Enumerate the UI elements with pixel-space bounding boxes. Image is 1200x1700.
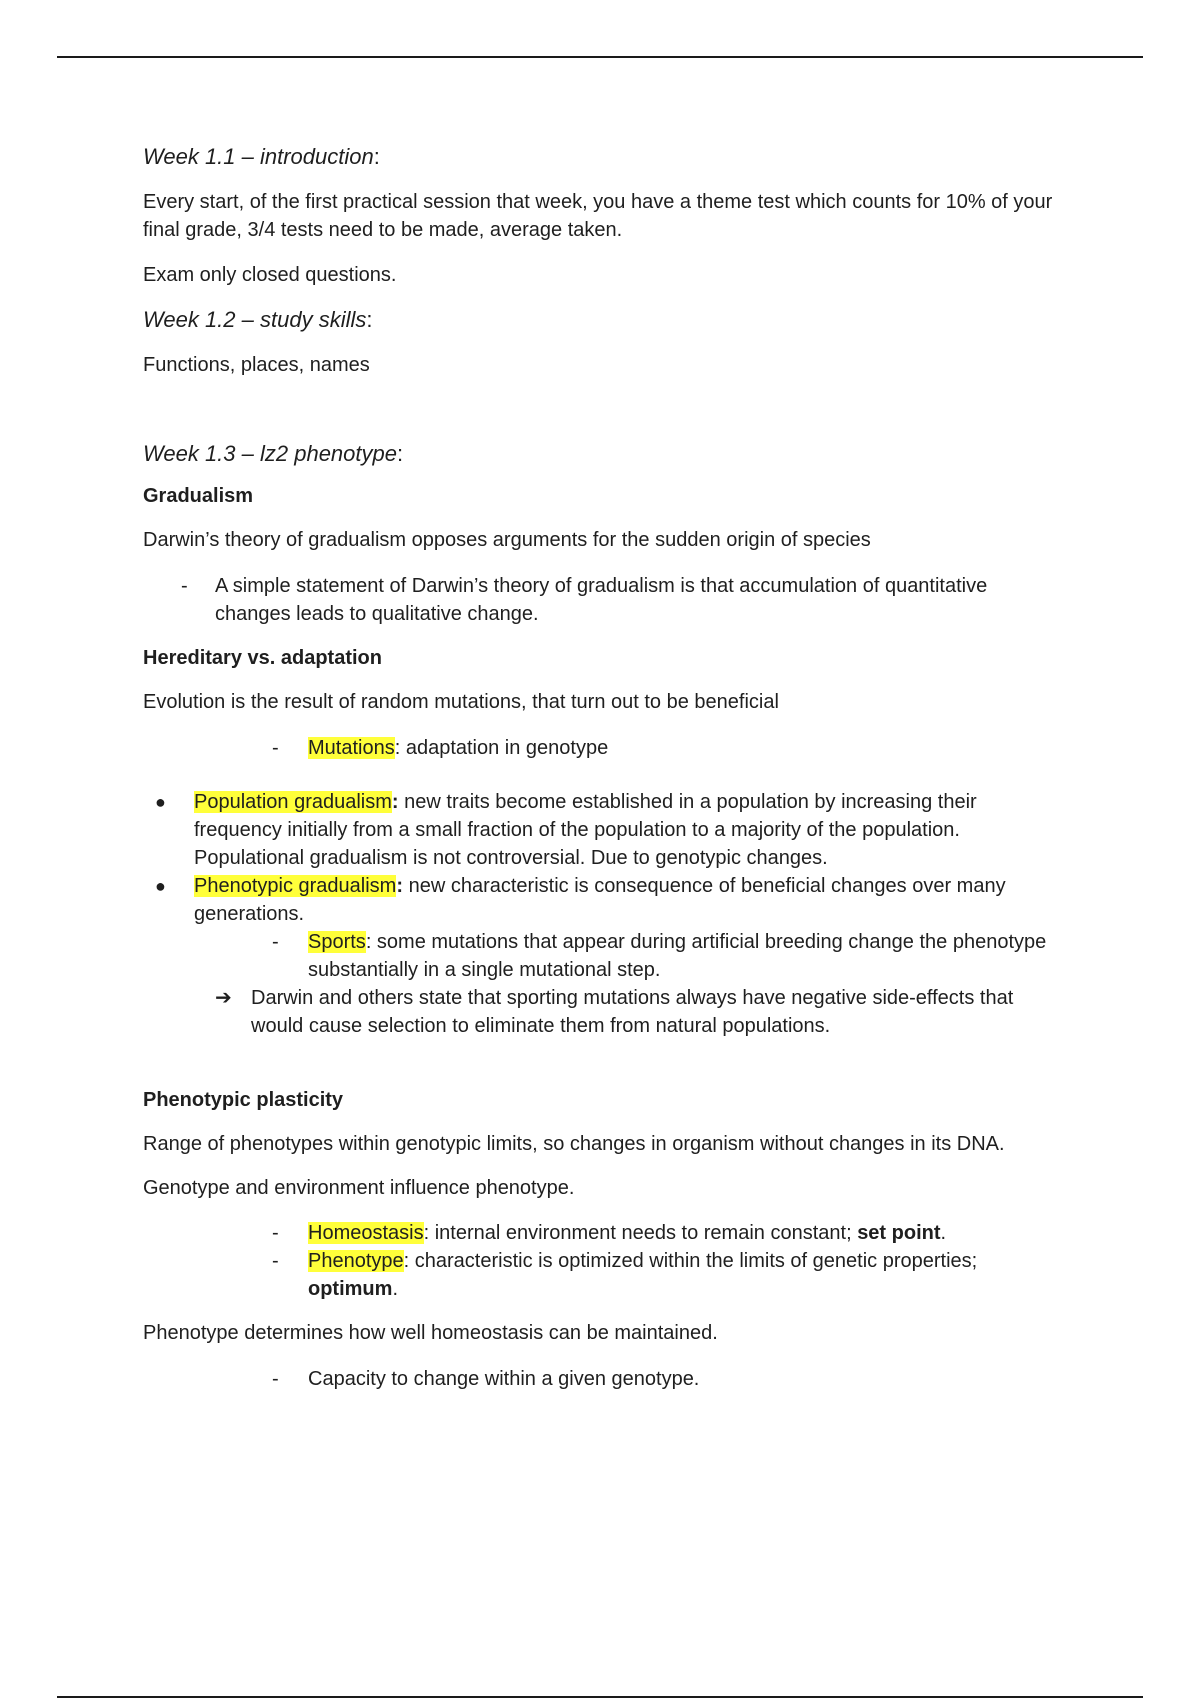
homeostasis-dash-item: - Homeostasis: internal environment needs to remain constant; set point. [143,1219,1068,1247]
bullet-marker: ● [155,876,166,896]
bullet-marker: ● [155,792,166,812]
capacity-dash-item [143,1365,1068,1393]
sports-dash-item [143,928,1068,984]
mutations-definition: : adaptation in genotype [394,737,609,759]
exam-paragraph: Exam only closed questions. [143,264,397,286]
top-rule [57,56,1143,58]
arrow-icon: ➔ [215,987,232,1009]
set-point-text: set point [857,1222,941,1244]
dash-marker: - [272,737,279,759]
capacity-text: Capacity to change within a given genotype. [308,1368,700,1390]
dash-marker: - [272,931,279,953]
bottom-rule [57,1696,1143,1698]
plasticity-paragraph-3: Phenotype determines how well homeostasis can be maintained. [143,1322,718,1344]
population-gradualism-bullet: ● Population gradualism: new traits become established in a population by increasing their frequency initially from a small fraction of the population to a majority of the population. Populational gradualism is not controversial. Due to genotypic changes. [143,788,1068,872]
arrow-item-text: Darwin and others state that sporting mutations always have negative side-effects that would cause selection to eliminate them from natural populations. [251,987,1014,1037]
phenotype-dash-item: - Phenotype: characteristic is optimized within the limits of genetic properties; optimum. [143,1247,1068,1303]
hereditary-paragraph: Evolution is the result of random mutations, that turn out to be beneficial [143,691,779,713]
week-1-1-title: Week 1.1 – introduction [143,144,374,169]
week-1-1-heading: Week 1.1 – introduction: [143,144,380,169]
plasticity-paragraph-1: Range of phenotypes within genotypic limits, so changes in organism without changes in its DNA. [143,1133,1005,1155]
mutations-term: Mutations [308,737,395,759]
gradualism-heading: Gradualism [143,485,254,507]
plasticity-heading: Phenotypic plasticity [143,1089,344,1111]
week-1-3-title: Week 1.3 – lz2 phenotype [143,441,397,466]
homeostasis-definition: : internal environment needs to remain constant; [423,1222,858,1244]
gradualism-dash-item [143,572,1068,628]
phenotype-term: Phenotype [308,1250,404,1272]
phenotypic-gradualism-definition: new characteristic is consequence of beneficial changes over many generations. [194,875,1006,925]
study-skills-paragraph: Functions, places, names [143,354,370,376]
population-gradualism-definition: new traits become established in a population by increasing their frequency initially from a small fraction of the population to a majority of the population. Populational gradualism is not controversial. Due to genotypic changes. [194,791,977,869]
week-1-2-title: Week 1.2 – study skills [143,307,367,332]
phenotype-definition: : characteristic is optimized within the limits of genetic properties; [403,1250,978,1272]
plasticity-paragraph-2: Genotype and environment influence phenotype. [143,1177,575,1199]
mutations-dash-item [143,734,1068,762]
dash-marker: - [272,1250,279,1272]
document-body [143,142,1068,1393]
phenotypic-gradualism-bullet: ● Phenotypic gradualism: new characteristic is consequence of beneficial changes over many generations. [143,872,1068,928]
week-1-2-heading: Week 1.2 – study skills: [143,307,373,332]
population-gradualism-term: Population gradualism [194,791,392,813]
week-1-3-heading: Week 1.3 – lz2 phenotype: [143,441,404,466]
homeostasis-term: Homeostasis [308,1222,424,1244]
sports-definition: : some mutations that appear during artificial breeding change the phenotype substantially in a single mutational step. [308,931,1047,981]
optimum-text: optimum [308,1278,393,1300]
phenotypic-gradualism-term: Phenotypic gradualism [194,875,397,897]
theme-test-paragraph: Every start, of the first practical session that week, you have a theme test which counts for 10% of your final grade, 3/4 tests need to be made, average taken. [143,191,1053,241]
sports-term: Sports [308,931,366,953]
arrow-item [143,984,1068,1040]
gradualism-paragraph: Darwin’s theory of gradualism opposes arguments for the sudden origin of species [143,529,871,551]
dash-marker: - [272,1222,279,1244]
gradualism-dash-text: A simple statement of Darwin’s theory of gradualism is that accumulation of quantitative changes leads to qualitative change. [215,575,988,625]
dash-marker: - [181,575,188,597]
dash-marker: - [272,1368,279,1390]
hereditary-heading: Hereditary vs. adaptation [143,647,382,669]
